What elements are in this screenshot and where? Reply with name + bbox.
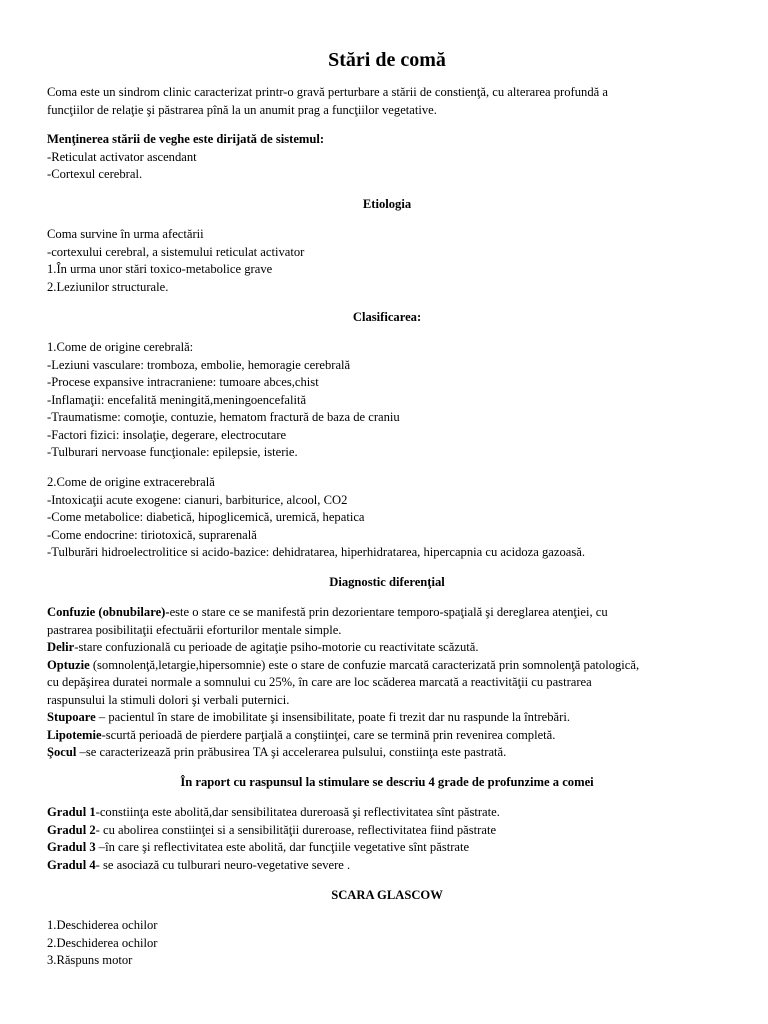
etiologia-line: -cortexului cerebral, a sistemului reticulat activator (47, 244, 305, 259)
stupoare-text: – pacientul în stare de imobilitate şi insensibilitate, poate fi trezit dar nu raspunde la întrebări. (95, 710, 570, 724)
etiologia-line: 1.În urma unor stări toxico-metabolice grave (47, 262, 273, 276)
grade-text: -constiinţa este abolită,dar sensibilitatea dureroasă şi reflectivitatea sînt păstrate. (95, 805, 500, 819)
intro-line: Coma este un sindrom clinic caracterizat printr-o gravă perturbare a stării de constienţă, cu alterarea profundă a (47, 85, 608, 99)
socul-term: Şocul (47, 745, 77, 759)
veghe-heading: Menţinerea stării de veghe este dirijată de sistemul: (47, 132, 325, 146)
grade-section (47, 804, 727, 874)
etiologia-line: 2.Leziunilor structurale. (47, 279, 169, 294)
glascow-item: 1.Deschiderea ochilor (47, 918, 158, 932)
cerebrala-item: -Leziuni vasculare: tromboza, embolie, hemoragie cerebrală (47, 357, 351, 372)
optuzie-text: (somnolenţă,letargie,hipersomnie) este o stare de confuzie marcată caracterizată prin somnolenţă patologică, (89, 657, 640, 672)
extracerebrala-list (47, 474, 727, 562)
extracerebrala-item: -Come endocrine: tiriotoxică, suprarenală (47, 527, 257, 542)
delir-text: -stare confuzională cu perioade de agitaţie psiho-motorie cu reactivitate scăzută. (74, 640, 479, 654)
glascow-list (47, 917, 727, 970)
stupoare-term: Stupoare (47, 710, 96, 724)
extracerebrala-item: -Intoxicaţii acute exogene: cianuri, barbiturice, alcool, CO2 (47, 492, 348, 507)
cerebrala-item: -Traumatisme: comoţie, contuzie, hematom fractură de baza de craniu (47, 410, 400, 424)
optuzie-text-cont: cu depăşirea duratei normale a somnului cu 25%, în care are loc scăderea marcată a reactivităţii cu pastrarea (47, 675, 592, 689)
grade-term: Gradul 2 (47, 822, 96, 837)
glascow-item: 2.Deschiderea ochilor (47, 935, 158, 950)
grade-text: - se asociază cu tulburari neuro-vegetative severe . (95, 857, 351, 872)
etiologia-section (47, 226, 727, 296)
socul-text: –se caracterizează prin prăbusirea TA şi accelerarea pulsului, constiinţa este pastrată. (76, 745, 507, 759)
page-title: Stări de comă (328, 49, 446, 71)
clasificarea-heading: Clasificarea: (352, 310, 422, 324)
lipotemie-term: Lipotemie (47, 727, 102, 742)
etiologia-heading: Etiologia (362, 197, 412, 211)
grade-heading: În raport cu raspunsul la stimulare se descriu 4 grade de profunzime a comei (180, 775, 594, 789)
grade-term: Gradul 3 (47, 840, 96, 854)
confuzie-term: Confuzie (obnubilare)- (47, 605, 170, 619)
diagnostic-section (47, 604, 727, 762)
cerebrala-list (47, 339, 727, 462)
glascow-heading: SCARA GLASCOW (331, 888, 443, 902)
cerebrala-item: 1.Come de origine cerebrală: (47, 340, 194, 354)
confuzie-text-cont: pastrarea posibilitaţii efectuării eforturilor mentale simple. (47, 622, 342, 637)
confuzie-text: este o stare ce se manifestă prin dezorientare temporo-spaţială şi dereglarea atenţiei, cu (169, 605, 608, 619)
extracerebrala-item: -Tulburări hidroelectrolitice si acido-bazice: dehidratarea, hiperhidratarea, hipercapnia cu acidoza gazoasă. (47, 545, 585, 559)
cerebrala-item: -Factori fizici: insolaţie, degerare, electrocutare (47, 427, 287, 442)
intro-line: funcţiilor de relaţie şi păstrarea pînă la un anumit prag a funcţiilor vegetative. (47, 102, 437, 117)
intro-paragraph (47, 84, 727, 119)
optuzie-term: Optuzie (47, 657, 90, 672)
delir-term: Delir (47, 640, 75, 654)
cerebrala-item: -Tulburari nervoase funcţionale: epilepsie, isterie. (47, 445, 298, 459)
extracerebrala-item: 2.Come de origine extracerebrală (47, 475, 215, 489)
optuzie-text-cont: raspunsului la stimuli dolori şi verbali puternici. (47, 692, 290, 707)
extracerebrala-item: -Come metabolice: diabetică, hipoglicemică, uremică, hepatica (47, 510, 365, 524)
veghe-item: -Cortexul cerebral. (47, 167, 143, 181)
grade-text: –în care şi reflectivitatea este abolită, dar funcţiile vegetative sînt păstrate (95, 840, 470, 854)
veghe-item: -Reticulat activator ascendant (47, 149, 197, 164)
lipotemie-text: -scurtă perioadă de pierdere parţială a conştiinţei, care se termină prin revenirea completă. (101, 727, 556, 742)
diagnostic-heading: Diagnostic diferenţial (329, 575, 445, 589)
grade-term: Gradul 4 (47, 857, 96, 872)
veghe-section (47, 131, 727, 184)
etiologia-line: Coma survine în urma afectării (47, 227, 204, 241)
glascow-item: 3.Răspuns motor (47, 953, 133, 967)
cerebrala-item: -Inflamaţii: encefalită meningită,meningoencefalită (47, 392, 307, 407)
grade-text: - cu abolirea constiinţei si a sensibilităţii dureroase, reflectivitatea fiind păstrate (95, 822, 497, 837)
cerebrala-item: -Procese expansive intracraniene: tumoare abces,chist (47, 375, 319, 389)
grade-term: Gradul 1 (47, 805, 96, 819)
